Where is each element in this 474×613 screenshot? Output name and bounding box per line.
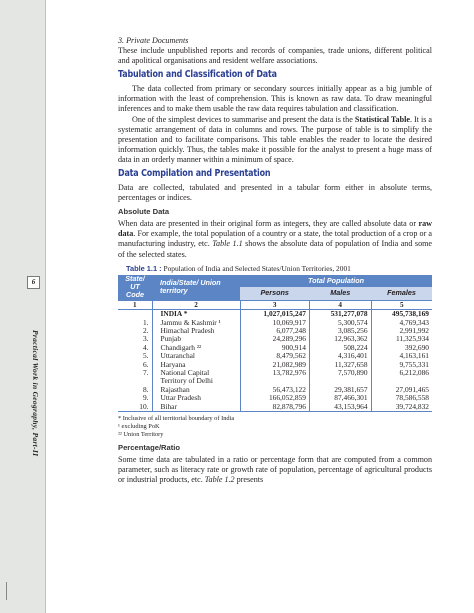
row-males: 11,327,658 [309,361,371,369]
column-number: 2 [152,300,240,309]
row-males: 531,277,078 [309,310,371,319]
row-name-continued: Territory of Delhi [152,377,240,385]
row-females: 9,755,331 [371,361,432,369]
tabulation-paragraph-1: The data collected from primary or secondary sources initially appear as a big jumble of information with the least of comprehension. This is known as raw data. To draw meaningful inferences and to make them usable the raw data requires tabulation and classification. [118,84,432,114]
row-males: 4,316,401 [309,352,371,360]
row-code: 3. [142,334,149,344]
row-males: 508,224 [309,344,371,352]
row-persons: 21,082,989 [240,361,309,369]
row-name: Uttaranchal [152,352,240,360]
table-reference-1-1: Table 1.1 [212,239,243,249]
table-caption-text: Population of India and Selected States/Union Territories, 2001 [163,263,351,273]
row-code: 2. [142,326,149,336]
row-females: 392,690 [371,344,432,352]
row-females: 2,991,992 [371,327,432,335]
section-heading-compilation: Data Compilation and Presentation [118,168,271,180]
row-persons: 10,069,917 [240,319,309,327]
absolute-data-heading: Absolute Data [118,207,170,217]
table-caption [118,264,432,274]
row-males: 3,085,256 [309,327,371,335]
row-persons: 166,052,859 [240,394,309,402]
tabulation-paragraph-2: One of the simplest devices to summarise and present the data is the Statistical Table. It is a systematic arrangement of data in columns and rows. The purpose of table is to simplify the presentation and to facilitate comparisons. This table enables the reader to locate the desired information quickly. Thus, the tables make it possible for the analyst to present a huge mass of data in an orderly manner within a minimum of space. [118,114,433,164]
header-name: India/State/ Union territory [152,275,240,301]
running-head [26,330,40,498]
row-females: 39,724,832 [371,403,432,412]
header-persons: Persons [240,287,309,300]
page-number: 6 [27,276,40,289]
private-documents-text: These include unpublished reports and records of companies, trade unions, different political and apolitical organisations and resident welfare associations. [118,46,432,66]
column-number: 1 [118,300,152,309]
row-name: Jammu & Kashmir ¹ [152,319,240,327]
row-code: 7. [142,368,149,378]
row-name: Rajasthan [152,386,240,394]
compilation-paragraph: Data are collected, tabulated and presented in a tabular form either in absolute terms, percentages or indices. [118,183,432,203]
row-persons: 900,914 [240,344,309,352]
row-name: INDIA * [152,310,240,319]
row-name: Uttar Pradesh [152,394,240,402]
table-footnote: * Inclusive of all territorial boundary of India [118,415,235,423]
row-males: 12,963,362 [309,335,371,343]
row-name: Punjab [152,335,240,343]
table-reference-1-2: Table 1.2 [204,475,235,485]
row-code: 10. [118,403,152,412]
table-header-row [118,275,432,288]
row-persons: 1,027,015,247 [240,310,309,319]
row-females: 27,091,465 [371,386,432,394]
table-footnote: ¹ excluding PoK [118,423,160,431]
row-code: 1. [142,317,149,327]
sidebar-strip [0,0,46,613]
row-males: 87,466,301 [309,394,371,402]
absolute-data-paragraph: When data are presented in their original form as integers, they are called absolute data or raw data. For example, the total population of a country or a state, the total production of a crop or a manufacturing industry, etc. Table 1.1 shows the absolute data of population of India and some of the selected states. [118,219,432,259]
column-number: 3 [240,300,309,309]
row-name: Himachal Pradesh [152,327,240,335]
percentage-ratio-heading: Percentage/Ratio [118,443,181,453]
row-females: 11,325,934 [371,335,432,343]
row-name: National Capital [152,369,240,377]
row-males: 7,570,890 [309,369,371,377]
row-females: 4,163,161 [371,352,432,360]
header-total-population: Total Population [240,275,432,288]
row-name: Bihar [152,403,240,412]
row-persons: 13,782,976 [240,369,309,377]
row-code: 5. [142,351,149,361]
row-persons: 6,077,248 [240,327,309,335]
row-persons: 24,289,296 [240,335,309,343]
row-females: 4,769,343 [371,319,432,327]
row-males: 43,153,964 [309,403,371,412]
table-caption-label: Table 1.1 : [126,263,162,273]
private-documents-heading: 3. Private Documents [118,36,189,45]
row-name: Chandigarh ²² [152,344,240,352]
percentage-ratio-paragraph: Some time data are tabulated in a ratio or percentage form that are computed from a common parameter, such as literacy rate or growth rate of population, percentage of agricultural products or industrial products, etc. Table 1.2 presents [118,455,432,485]
row-females: 78,586,558 [371,394,432,402]
row-persons: 82,878,796 [240,403,309,412]
row-name: Haryana [152,361,240,369]
table-row [118,403,432,412]
row-males: 5,300,574 [309,319,371,327]
row-code: 6. [142,359,149,369]
row-code: 8. [142,384,149,394]
column-number: 4 [309,300,371,309]
page-content [118,36,432,485]
row-persons: 56,473,122 [240,386,309,394]
header-females: Females [371,287,432,300]
running-head-text: Practical Work in Geography, Part-II [31,330,40,457]
row-code: 4. [142,342,149,352]
section-heading-tabulation: Tabulation and Classification of Data [118,69,277,81]
column-number: 5 [371,300,432,309]
row-persons: 8,479,562 [240,352,309,360]
crop-mark [6,582,12,600]
row-code: 9. [142,393,149,403]
table-footnote: ²² Union Territory [118,431,164,439]
statistical-table-term: Statistical Table [354,114,410,124]
row-females: 6,212,086 [371,369,432,377]
row-females: 495,738,169 [371,310,432,319]
raw-data-term: raw data [118,219,432,239]
page-sidebar [0,0,46,613]
row-males: 29,381,657 [309,386,371,394]
header-state-code: State/ UT Code [118,275,152,301]
population-table [118,275,432,413]
header-males: Males [309,287,371,300]
